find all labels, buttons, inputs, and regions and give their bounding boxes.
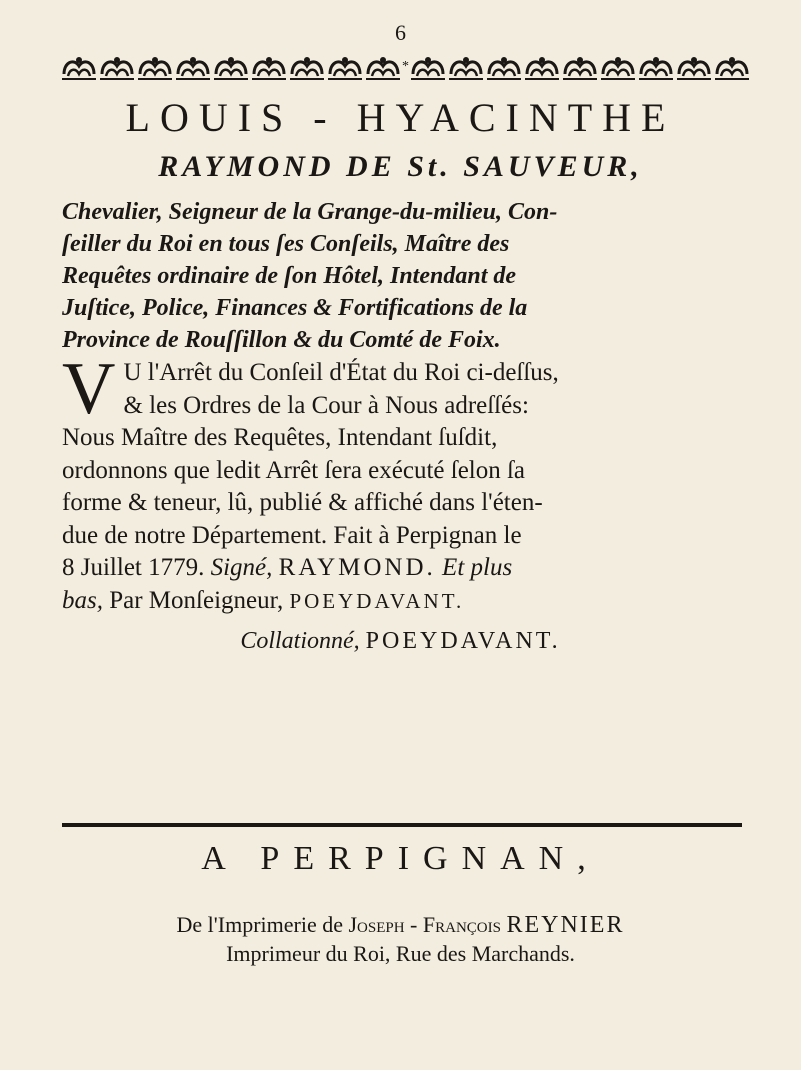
titles-line: ſeiller du Roi en tous ſes Conſeils, Maître des — [62, 231, 510, 257]
fleuron-ornament-icon — [174, 52, 212, 82]
titles-line: Province de Rouſſillon & du Comté de Foix. — [62, 327, 501, 353]
fleuron-ornament-icon — [675, 52, 713, 82]
fleuron-ornament-icon — [409, 52, 447, 82]
page-number: 6 — [395, 20, 406, 45]
fleuron-ornament-icon — [637, 52, 675, 82]
body-line: due de notre Département. Fait à Perpignan le — [62, 521, 522, 549]
body-line-secretary — [62, 585, 742, 618]
fleuron-ornament-icon — [713, 52, 751, 82]
titles-line: Requêtes ordinaire de ſon Hôtel, Intendant de — [62, 263, 517, 289]
body-line: forme & teneur, lû, publié & affiché dans l'éten- — [62, 489, 543, 516]
date-text: 8 Juillet 1779. — [62, 554, 205, 581]
fleuron-ornament-icon — [523, 52, 561, 82]
imprint-prefix: De l'Imprimerie de — [176, 912, 343, 937]
fleuron-ornament-icon — [599, 52, 637, 82]
et-plus-label: Et plus — [442, 554, 513, 581]
fleuron-ornament-icon — [485, 52, 523, 82]
imprint-printer — [0, 912, 801, 939]
fleuron-ornament-icon — [136, 52, 174, 82]
par-label: Par Monſeigneur, — [109, 586, 284, 614]
imprint-printer-surname: REYNIER — [506, 912, 625, 938]
titles-line: Juſtice, Police, Finances & Fortifications de la — [62, 295, 528, 321]
collationne-line — [0, 628, 801, 655]
ordinance-text — [62, 348, 742, 617]
fleuron-ornament-icon — [288, 52, 326, 82]
body-line: U l'Arrêt du Conſeil d'État du Roi ci-deſſus, — [123, 359, 559, 386]
signatory-name: RAYMOND. — [278, 554, 436, 581]
bas-label: bas, — [62, 586, 103, 614]
body-line: & les Ordres de la Cour à Nous adreſſés: — [123, 391, 529, 419]
imprint-place: A PERPIGNAN, — [201, 840, 600, 877]
drop-cap: V — [62, 348, 116, 430]
fleuron-ornament-icon — [326, 52, 364, 82]
signe-label: Signé, — [210, 554, 273, 581]
ornament-border — [60, 50, 741, 84]
body-line: Nous Maître des Requêtes, Intendant ſuſdit, — [62, 424, 498, 451]
fleuron-ornament-icon — [212, 52, 250, 82]
collationne-name: POEYDAVANT. — [365, 628, 561, 654]
imprint-printer-name: Joseph - François — [348, 912, 501, 937]
fleuron-ornament-icon — [561, 52, 599, 82]
body-line: ordonnons que ledit Arrêt ſera exécuté ſelon ſa — [62, 456, 526, 484]
fleuron-ornament-icon — [447, 52, 485, 82]
secretary-name: POEYDAVANT. — [289, 588, 465, 613]
imprint-address: Imprimeur du Roi, Rue des Marchands. — [226, 941, 575, 966]
body-line-signature — [62, 552, 742, 585]
fleuron-ornament-icon — [364, 52, 402, 82]
titles-line: Chevalier, Seigneur de la Grange-du-milieu, Con- — [62, 199, 558, 225]
divider-rule — [62, 823, 742, 827]
heading-surname: RAYMOND DE St. SAUVEUR, — [158, 150, 643, 183]
collationne-label: Collationné, — [240, 628, 360, 654]
fleuron-ornament-icon — [250, 52, 288, 82]
fleuron-ornament-icon — [98, 52, 136, 82]
fleuron-ornament-icon — [60, 52, 98, 82]
titles-block — [62, 196, 742, 356]
star-ornament-icon: * — [402, 59, 409, 74]
heading-name: LOUIS - HYACINTHE — [125, 95, 676, 140]
